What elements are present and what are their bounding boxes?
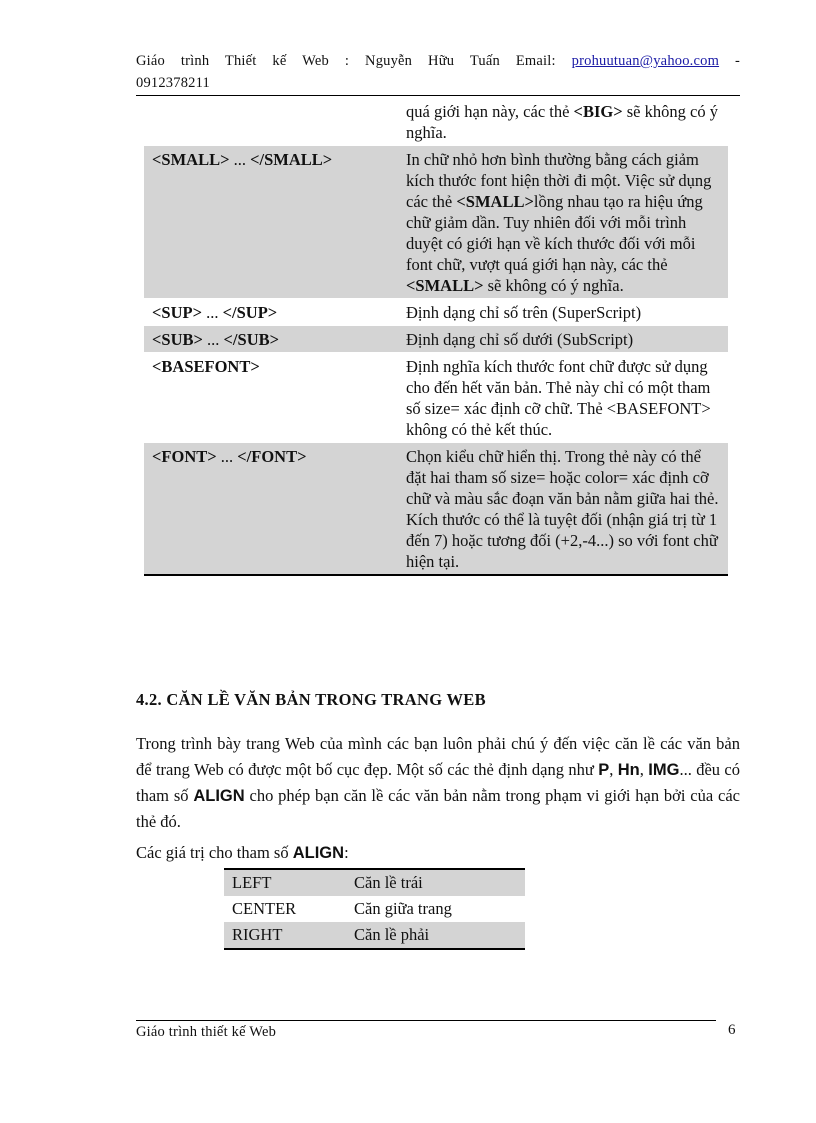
text-run: Định dạng chỉ số trên (SuperScript)	[406, 303, 642, 322]
align-values-table	[224, 868, 525, 950]
text-run: ,	[639, 760, 649, 779]
tag-cell	[144, 443, 398, 576]
bold-tag-text: <BIG>	[573, 102, 623, 121]
bold-tag-text: </FONT>	[237, 447, 307, 466]
tag-cell	[144, 98, 398, 146]
keyword-text: ALIGN	[193, 787, 245, 805]
text-run: Chọn kiểu chữ hiển thị. Trong thẻ này có thể đặt hai tham số size= hoặc color= xác định cỡ chữ và màu sắc đoạn văn bản nằm giữa hai thẻ. Kích thước có thể là tuyệt đối (nhận giá trị từ 1 đến 7) hoặc tương đối (+2,-4...) so với font chữ hiện tại.	[406, 447, 719, 571]
header-line	[136, 50, 740, 72]
footer-title: Giáo trình thiết kế Web	[136, 1024, 277, 1040]
description-cell	[398, 299, 728, 326]
align-meaning-cell: Căn lề trái	[346, 869, 525, 896]
bold-tag-text: <FONT>	[152, 447, 217, 466]
tag-cell	[144, 326, 398, 353]
text-run: In chữ nhỏ hơn bình thường bằng cách giảm kích thước font hiện thời đi một. Việc sử dụng các thẻ	[406, 150, 712, 211]
align-label-prefix: Các giá trị cho tham số	[136, 843, 293, 862]
description-cell	[398, 146, 728, 299]
text-run: sẽ không có ý nghĩa.	[483, 276, 624, 295]
description-cell	[398, 98, 728, 146]
table-row	[144, 353, 728, 443]
text-run: sẽ không có ý nghĩa.	[406, 102, 718, 142]
tag-cell	[144, 353, 398, 443]
email-link[interactable]: prohuutuan@yahoo.com	[571, 53, 720, 69]
section-paragraph	[136, 731, 740, 835]
bold-tag-text: <SMALL>	[406, 276, 484, 295]
header-title: Giáo trình Thiết kế Web : Nguyễn Hữu Tuấn Email:	[136, 53, 572, 69]
bold-tag-text: <BASEFONT>	[152, 357, 260, 376]
text-run: ... đều có tham số	[136, 760, 740, 805]
bold-tag-text: </SUP>	[222, 303, 278, 322]
align-value-cell: CENTER	[232, 899, 297, 918]
keyword-text: P	[598, 761, 610, 779]
bold-tag-text: <SMALL>	[152, 150, 230, 169]
table-row	[144, 326, 728, 353]
description-cell	[398, 326, 728, 353]
align-value-cell: LEFT	[224, 869, 346, 896]
table-row	[224, 869, 525, 896]
text-run: ...	[229, 150, 251, 169]
text-run: quá giới hạn này, các thẻ	[406, 102, 574, 121]
text-run: ,	[609, 760, 618, 779]
table-row	[144, 146, 728, 299]
text-run: Định nghĩa kích thước font chữ được sử dụng cho đến hết văn bản. Thẻ này chỉ có một tham số size= xác định cỡ chữ. Thẻ <BASEFONT> không có thẻ kết thúc.	[406, 357, 711, 439]
table-row	[144, 98, 728, 146]
bold-tag-text: <SUB>	[152, 330, 203, 349]
table-row	[144, 443, 728, 576]
description-cell	[398, 353, 728, 443]
tag-cell	[144, 146, 398, 299]
keyword-text: IMG	[648, 761, 680, 779]
align-meaning-cell: Căn lề phải	[346, 922, 525, 949]
text-run: ...	[216, 447, 238, 466]
page-header	[136, 50, 740, 94]
header-divider	[136, 95, 740, 96]
page-number: 6	[728, 1022, 736, 1038]
align-label-suffix: :	[344, 843, 349, 862]
align-values-label	[136, 840, 349, 866]
bold-tag-text: <SMALL>	[456, 192, 534, 211]
align-keyword: ALIGN	[292, 844, 345, 862]
text-run: ...	[202, 330, 224, 349]
keyword-text: Hn	[617, 761, 640, 779]
bold-tag-text: </SUB>	[223, 330, 280, 349]
section-heading: 4.2. CĂN LỀ VĂN BẢN TRONG TRANG WEB	[136, 690, 486, 709]
text-run: lồng nhau tạo ra hiệu ứng chữ giảm dần. Tuy nhiên đối với mỗi trình duyệt có giới hạn về kích thước đối với mỗi font chữ, vượt quá giới hạn này, các thẻ	[406, 192, 703, 274]
text-run: Trong trình bày trang Web của mình các bạn luôn phải chú ý đến việc căn lề các văn bản để trang Web có được một bố cục đẹp. Một số các thẻ định dạng như	[136, 734, 740, 779]
align-value-cell: RIGHT	[224, 922, 346, 949]
bold-tag-text: <SUP>	[152, 303, 202, 322]
header-phone: 0912378211	[136, 75, 210, 91]
text-run: ...	[201, 303, 223, 322]
tag-table	[144, 98, 728, 576]
text-run: cho phép bạn căn lề các văn bản nằm trong phạm vi giới hạn bởi của các thẻ đó.	[136, 786, 741, 831]
table-row	[224, 922, 525, 949]
bold-tag-text: </SMALL>	[250, 150, 333, 169]
footer-divider	[136, 1020, 716, 1021]
text-run: Định dạng chỉ số dưới (SubScript)	[406, 330, 634, 349]
table-row	[144, 299, 728, 326]
align-meaning-cell: Căn giữa trang	[354, 899, 452, 918]
table-row	[224, 896, 525, 922]
description-cell	[398, 443, 728, 576]
tag-cell	[144, 299, 398, 326]
header-separator: -	[719, 53, 740, 69]
